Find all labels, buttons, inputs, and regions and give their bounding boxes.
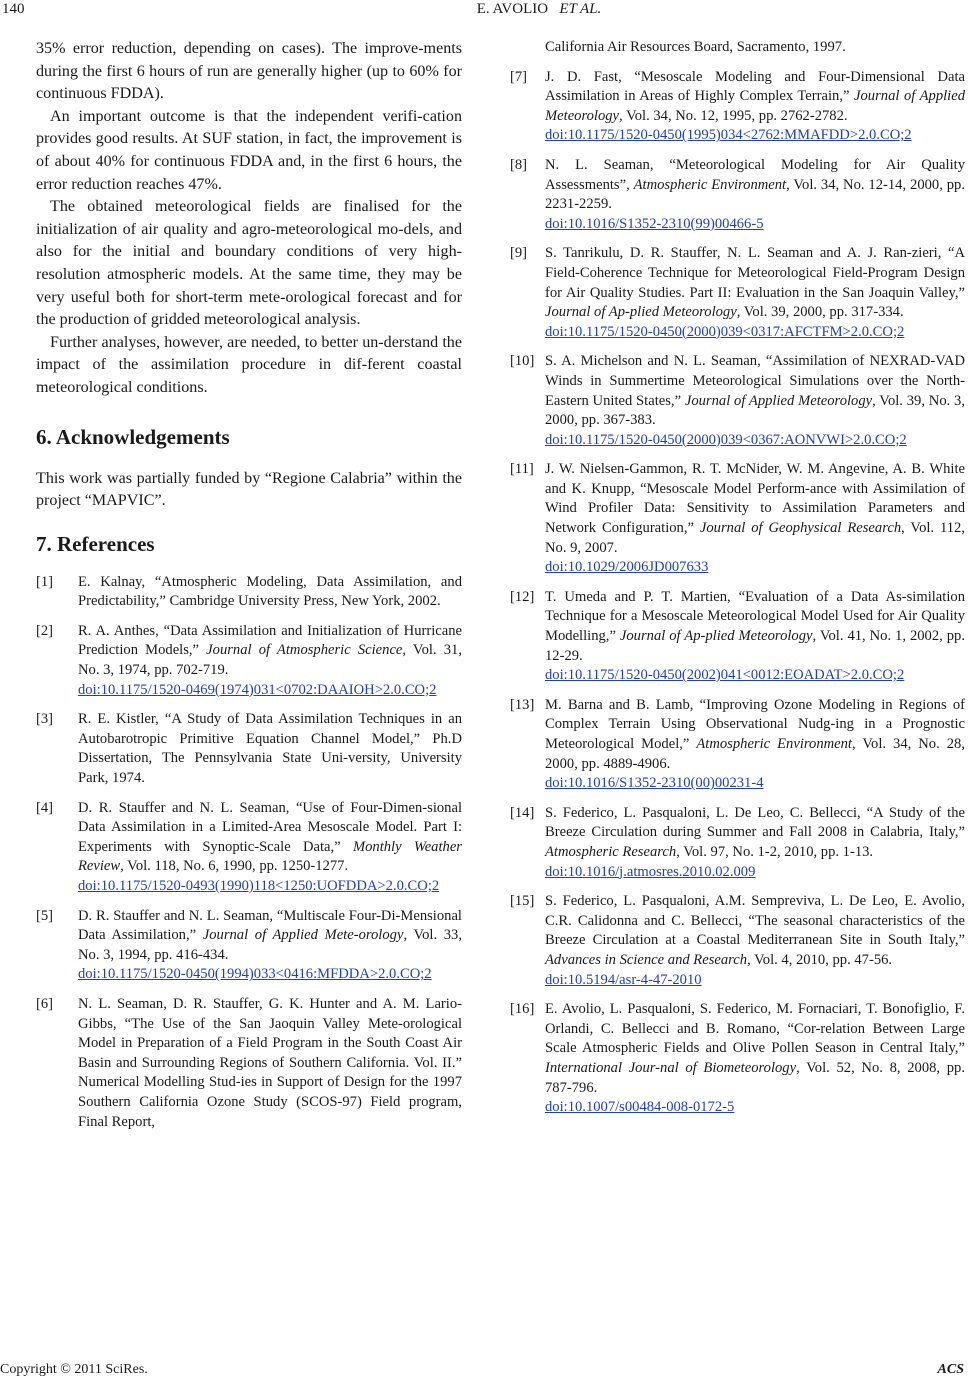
body-paragraph: An important outcome is that the independent verifi-cation provides good results. At SUF station, in fact, the improvement is of about 40% for continuous FDDA and, in the first 6 hours, the error reduction reaches 47%. <box>36 107 462 193</box>
page-header <box>0 0 968 26</box>
reference-journal: Journal of Ap-plied Meteorology <box>545 304 737 321</box>
page-number: 140 <box>2 1 25 17</box>
right-column <box>510 38 965 1128</box>
reference-details: , Vol. 33, No. 3, 1994, pp. 416-434. <box>78 927 462 963</box>
reference-number: [8] <box>510 156 528 173</box>
reference-item <box>510 68 965 146</box>
reference-number: [13] <box>510 696 535 713</box>
reference-doi-link[interactable]: doi:10.5194/asr-4-47-2010 <box>545 971 702 988</box>
reference-item <box>510 460 965 578</box>
reference-text: S. A. Michelson and N. L. Seaman, “Assimilation of NEXRAD-VAD Winds in Summertime Meteorological Simulations over the North-Eastern United States,” <box>545 353 965 409</box>
reference-doi-link[interactable]: doi:10.1175/1520-0450(2000)039<0317:AFCTFM>2.0.CO;2 <box>545 323 905 340</box>
reference-item <box>36 710 462 788</box>
reference-journal: International Jour-nal of Biometeorology <box>545 1059 797 1076</box>
reference-number: [4] <box>36 799 54 816</box>
reference-doi-link[interactable]: doi:10.1016/j.atmosres.2010.02.009 <box>545 863 756 880</box>
reference-list-left <box>36 573 462 1132</box>
references-heading: 7. References <box>36 531 155 556</box>
reference-number: [12] <box>510 588 535 605</box>
reference-journal: Journal of Applied Mete-orology <box>202 927 404 944</box>
reference-text: S. Federico, L. Pasqualoni, A.M. Sempreviva, L. De Leo, E. Avolio, C.R. Calidonna and C. Bellecci, “The seasonal characteristics of the Breeze Circulation at a Coastal Mediterranean Site in South Italy,” <box>545 893 965 949</box>
reference-text: R. E. Kistler, “A Study of Data Assimilation Techniques in an Autobarotropic Primitive Equation Channel Model,” Ph.D Dissertation, The Pennsylvania State Uni-versity, University Park, 1974. <box>78 711 462 787</box>
reference-doi-link[interactable]: doi:10.1016/S1352-2310(99)00466-5 <box>545 215 764 232</box>
reference-item <box>36 799 462 897</box>
reference-number: [10] <box>510 353 535 370</box>
reference-item <box>510 244 965 342</box>
left-column <box>36 38 462 1142</box>
copyright-notice: Copyright © 2011 SciRes. <box>0 1362 148 1377</box>
reference-continuation: California Air Resources Board, Sacramento, 1997. <box>545 39 846 55</box>
reference-item <box>36 573 462 612</box>
reference-list-right <box>510 68 965 1118</box>
reference-doi-link[interactable]: doi:10.1016/S1352-2310(00)00231-4 <box>545 775 764 792</box>
reference-journal: Journal of Applied Meteorology <box>545 88 965 124</box>
running-head-etal: ET AL. <box>559 1 602 17</box>
reference-journal: Journal of Geophysical Research <box>699 520 902 537</box>
running-head <box>0 1 968 18</box>
reference-number: [14] <box>510 804 535 821</box>
reference-number: [15] <box>510 893 535 910</box>
body-paragraph: 35% error reduction, depending on cases). The improve-ments during the first 6 hours of run are generally higher (up to 60% for continuous FDDA). <box>36 40 462 103</box>
acknowledgements-text: This work was partially funded by “Regione Calabria” within the project “MAPVIC”. <box>36 469 462 510</box>
reference-number: [16] <box>510 1001 535 1018</box>
reference-text: T. Umeda and P. T. Martien, “Evaluation of a Data As-similation Technique for a Mesoscale Meteorological Model Used for Air Quality Modelling,” <box>545 588 965 645</box>
reference-text: J. W. Nielsen-Gammon, R. T. McNider, W. M. Angevine, A. B. White and K. Knupp, “Mesoscale Model Perform-ance with Assimilation of Wind Profiler Data: Sensitivity to Assimilation Parameters and Network Configuration,” <box>545 461 965 537</box>
reference-journal: Journal of Ap-plied Meteorology <box>619 628 813 645</box>
reference-journal: Atmospheric Environment <box>696 736 852 752</box>
reference-journal: Atmospheric Environment <box>633 176 787 193</box>
body-paragraph: The obtained meteorological fields are finalised for the initialization of air quality and agro-meteorological mo-dels, and also for the initial and boundary conditions of very high-resolution atmospheric models. At the same time, they may be very useful both for short-term mete-orological forecast and for the production of gridded meteorological analysis. <box>36 198 462 329</box>
reference-journal: Advances in Science and Research <box>545 951 748 968</box>
reference-item <box>510 696 965 794</box>
reference-journal: Monthly Weather Review <box>78 838 462 875</box>
reference-details: , Vol. 4, 2010, pp. 47-56. <box>747 951 893 968</box>
reference-journal: Atmospheric Research <box>545 843 677 860</box>
reference-details: , Vol. 52, No. 8, 2008, pp. 787-796. <box>545 1059 966 1096</box>
reference-text: D. R. Stauffer and N. L. Seaman, “Multiscale Four-Di-Mensional Data Assimilation,” <box>78 907 462 944</box>
reference-number: [5] <box>36 907 54 924</box>
reference-text: J. D. Fast, “Mesoscale Modeling and Four-Dimensional Data Assimilation in Areas of Highly Complex Terrain,” <box>545 68 965 105</box>
acknowledgements-heading: 6. Acknowledgements <box>36 424 230 449</box>
reference-item <box>36 622 462 700</box>
reference-details: , Vol. 31, No. 3, 1974, pp. 702-719. <box>78 642 462 679</box>
reference-journal: Journal of Applied Meteorology <box>684 392 873 409</box>
reference-number: [6] <box>36 995 54 1012</box>
reference-doi-link[interactable]: doi:10.1175/1520-0450(1994)033<0416:MFDDA>2.0.CO;2 <box>78 966 432 983</box>
reference-item <box>510 804 965 882</box>
reference-number: [2] <box>36 622 54 639</box>
reference-details: , Vol. 97, No. 1-2, 2010, pp. 1-13. <box>676 843 874 860</box>
reference-details: , Vol. 34, No. 12, 1995, pp. 2762-2782. <box>619 107 848 124</box>
reference-text: N. L. Seaman, D. R. Stauffer, G. K. Hunter and A. M. Lario-Gibbs, “The Use of the San Jaoquin Valley Mete-orological Model in Preparation of a Field Program in the South Coast Air Basin and Surrounding Regions of Southern California. Vol. II.” Numerical Modelling Stud-ies in Support of Design for the 1997 Southern California Ozone Study (SCOS-97) Field program, Final Report, <box>78 995 462 1130</box>
reference-item <box>36 907 462 985</box>
reference-details: , Vol. 112, No. 9, 2007. <box>545 520 965 556</box>
reference-text: N. L. Seaman, “Meteorological Modeling for Air Quality Assessments”, <box>545 156 965 193</box>
reference-text: E. Kalnay, “Atmospheric Modeling, Data Assimilation, and Predictability,” Cambridge University Press, New York, 2002. <box>78 573 462 610</box>
reference-text: S. Tanrikulu, D. R. Stauffer, N. L. Seaman and A. J. Ran-zieri, “A Field-Coherence Technique for Meteorological Field-Program Design for Air Quality Studies. Part II: Evaluation in the San Joaquin Valley,” <box>545 245 965 301</box>
reference-number: [7] <box>510 68 528 85</box>
reference-item <box>510 352 965 450</box>
reference-doi-link[interactable]: doi:10.1175/1520-0450(2000)039<0367:AONVWI>2.0.CO;2 <box>545 431 907 448</box>
reference-details: , Vol. 34, No. 12-14, 2000, pp. 2231-2259. <box>545 176 965 213</box>
reference-number: [9] <box>510 245 528 262</box>
reference-details: , Vol. 118, No. 6, 1990, pp. 1250-1277. <box>120 858 349 875</box>
reference-doi-link[interactable]: doi:10.1175/1520-0450(2002)041<0012:EOADAT>2.0.CO;2 <box>545 667 905 684</box>
reference-item <box>36 995 462 1132</box>
reference-item <box>510 588 965 686</box>
reference-item <box>510 156 965 234</box>
reference-text: S. Federico, L. Pasqualoni, L. De Leo, C. Bellecci, “A Study of the Breeze Circulation during Summer and Fall 2008 in Calabria, Italy,” <box>545 804 965 841</box>
body-paragraph: Further analyses, however, are needed, to better un-derstand the impact of the assimilation procedure in dif-ferent coastal meteorological conditions. <box>36 333 462 396</box>
page-footer <box>0 1362 968 1384</box>
reference-journal: Journal of Atmospheric Science <box>206 642 403 659</box>
reference-number: [11] <box>510 461 534 478</box>
reference-doi-link[interactable]: doi:10.1175/1520-0493(1990)118<1250:UOFDDA>2.0.CO;2 <box>78 878 440 894</box>
reference-doi-link[interactable]: doi:10.1175/1520-0450(1995)034<2762:MMAFDD>2.0.CO;2 <box>545 127 912 144</box>
reference-number: [3] <box>36 711 54 728</box>
reference-item <box>510 1000 965 1118</box>
reference-item <box>510 892 965 990</box>
reference-doi-link[interactable]: doi:10.1175/1520-0469(1974)031<0702:DAAIOH>2.0.CO;2 <box>78 681 437 698</box>
reference-text: E. Avolio, L. Pasqualoni, S. Federico, M. Fornaciari, T. Bonofiglio, F. Orlandi, C. Bellecci and B. Romano, “Cor-relation Between Large Scale Atmospheric Fields and Olive Pollen Season in Central Italy,” <box>545 1001 965 1057</box>
reference-doi-link[interactable]: doi:10.1007/s00484-008-0172-5 <box>545 1099 735 1116</box>
reference-details: , Vol. 41, No. 1, 2002, pp. 12-29. <box>545 628 965 664</box>
journal-abbrev: ACS <box>937 1362 964 1377</box>
reference-details: , Vol. 39, No. 3, 2000, pp. 367-383. <box>545 392 965 429</box>
reference-text: R. A. Anthes, “Data Assimilation and Initialization of Hurricane Prediction Models,” <box>78 622 462 659</box>
reference-number: [1] <box>36 573 54 590</box>
reference-details: , Vol. 34, No. 28, 2000, pp. 4889-4906. <box>545 736 965 772</box>
reference-details: , Vol. 39, 2000, pp. 317-334. <box>736 304 904 321</box>
reference-doi-link[interactable]: doi:10.1029/2006JD007633 <box>545 559 709 576</box>
reference-text: D. R. Stauffer and N. L. Seaman, “Use of Four-Dimen-sional Data Assimilation in a Limited-Area Mesoscale Model. Part I: Experiments with Synoptic-Scale Data,” <box>78 799 462 855</box>
running-head-authors: E. AVOLIO <box>476 1 549 17</box>
reference-text: M. Barna and B. Lamb, “Improving Ozone Modeling in Regions of Complex Terrain Using Observational Nudg-ing in a Prognostic Meteorological Model,” <box>545 696 965 752</box>
